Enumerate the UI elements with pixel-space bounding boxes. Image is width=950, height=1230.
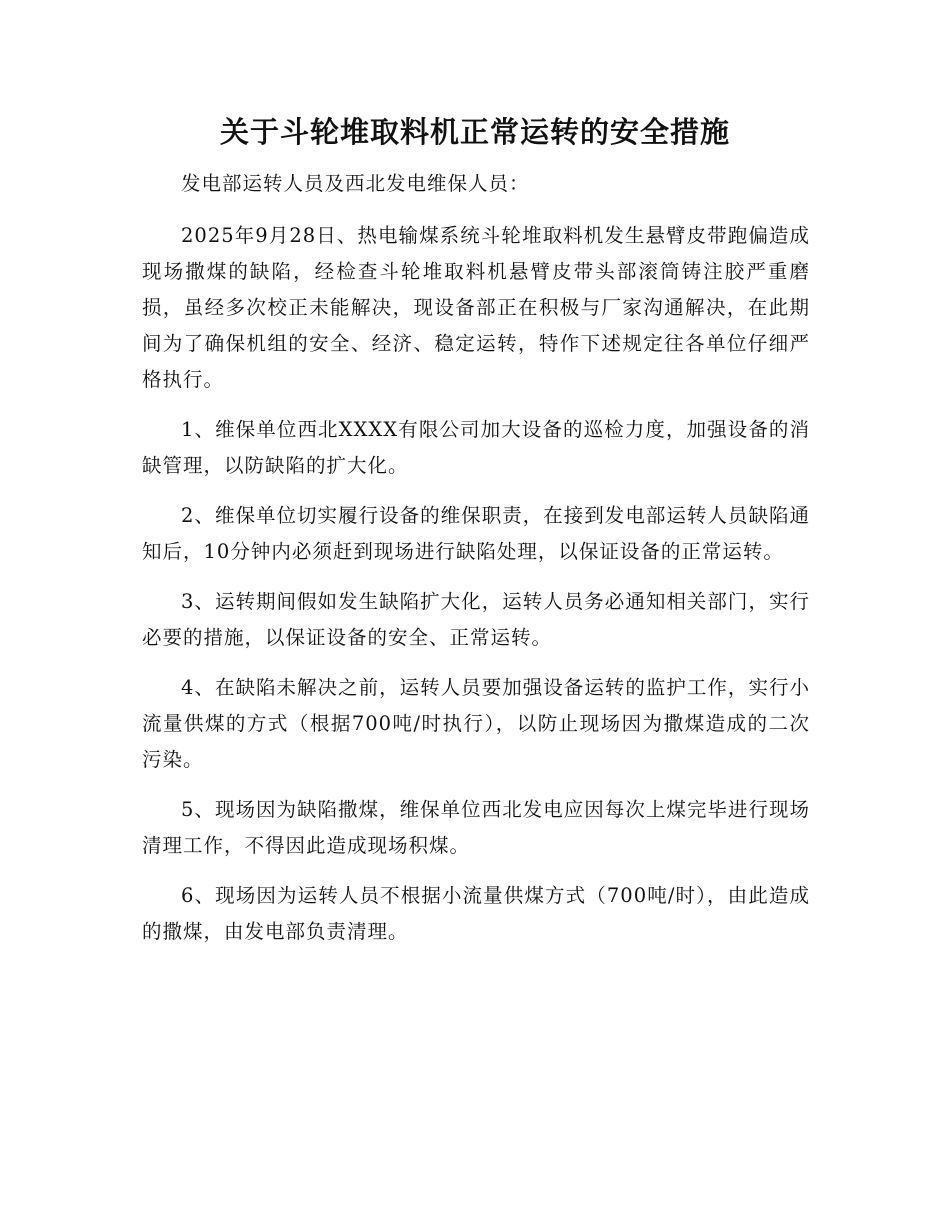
measure-item-6: 6、现场因为运转人员不根据小流量供煤方式（700吨/时），由此造成的撒煤，由发电部负责清理。 [142, 884, 810, 943]
measure-item-5: 5、现场因为缺陷撒煤，维保单位西北发电应因每次上煤完毕进行现场清理工作，不得因此造成现场积煤。 [142, 798, 810, 857]
salutation: 发电部运转人员及西北发电维保人员： [181, 172, 530, 195]
measure-item-4: 4、在缺陷未解决之前，运转人员要加强设备运转的监护工作，实行小流量供煤的方式（根据700吨/时执行），以防止现场因为撒煤造成的二次污染。 [142, 676, 810, 771]
intro-paragraph: 2025年9月28日、热电输煤系统斗轮堆取料机发生悬臂皮带跑偏造成现场撒煤的缺陷，经检查斗轮堆取料机悬臂皮带头部滚筒铸注胶严重磨损，虽经多次校正未能解决，现设备部正在积极与厂家沟通解决，在此期间为了确保机组的安全、经济、稳定运转，特作下述规定往各单位仔细严格执行。 [142, 224, 810, 391]
document-body [142, 166, 810, 950]
measure-item-2: 2、维保单位切实履行设备的维保职责，在接到发电部运转人员缺陷通知后，10分钟内必须赶到现场进行缺陷处理，以保证设备的正常运转。 [142, 504, 810, 563]
document-title: 关于斗轮堆取料机正常运转的安全措施 [219, 115, 730, 149]
measure-item-3: 3、运转期间假如发生缺陷扩大化，运转人员务必通知相关部门，实行必要的措施，以保证设备的安全、正常运转。 [142, 590, 810, 649]
measure-item-1: 1、维保单位西北XXXX有限公司加大设备的巡检力度，加强设备的消缺管理，以防缺陷的扩大化。 [142, 418, 810, 477]
